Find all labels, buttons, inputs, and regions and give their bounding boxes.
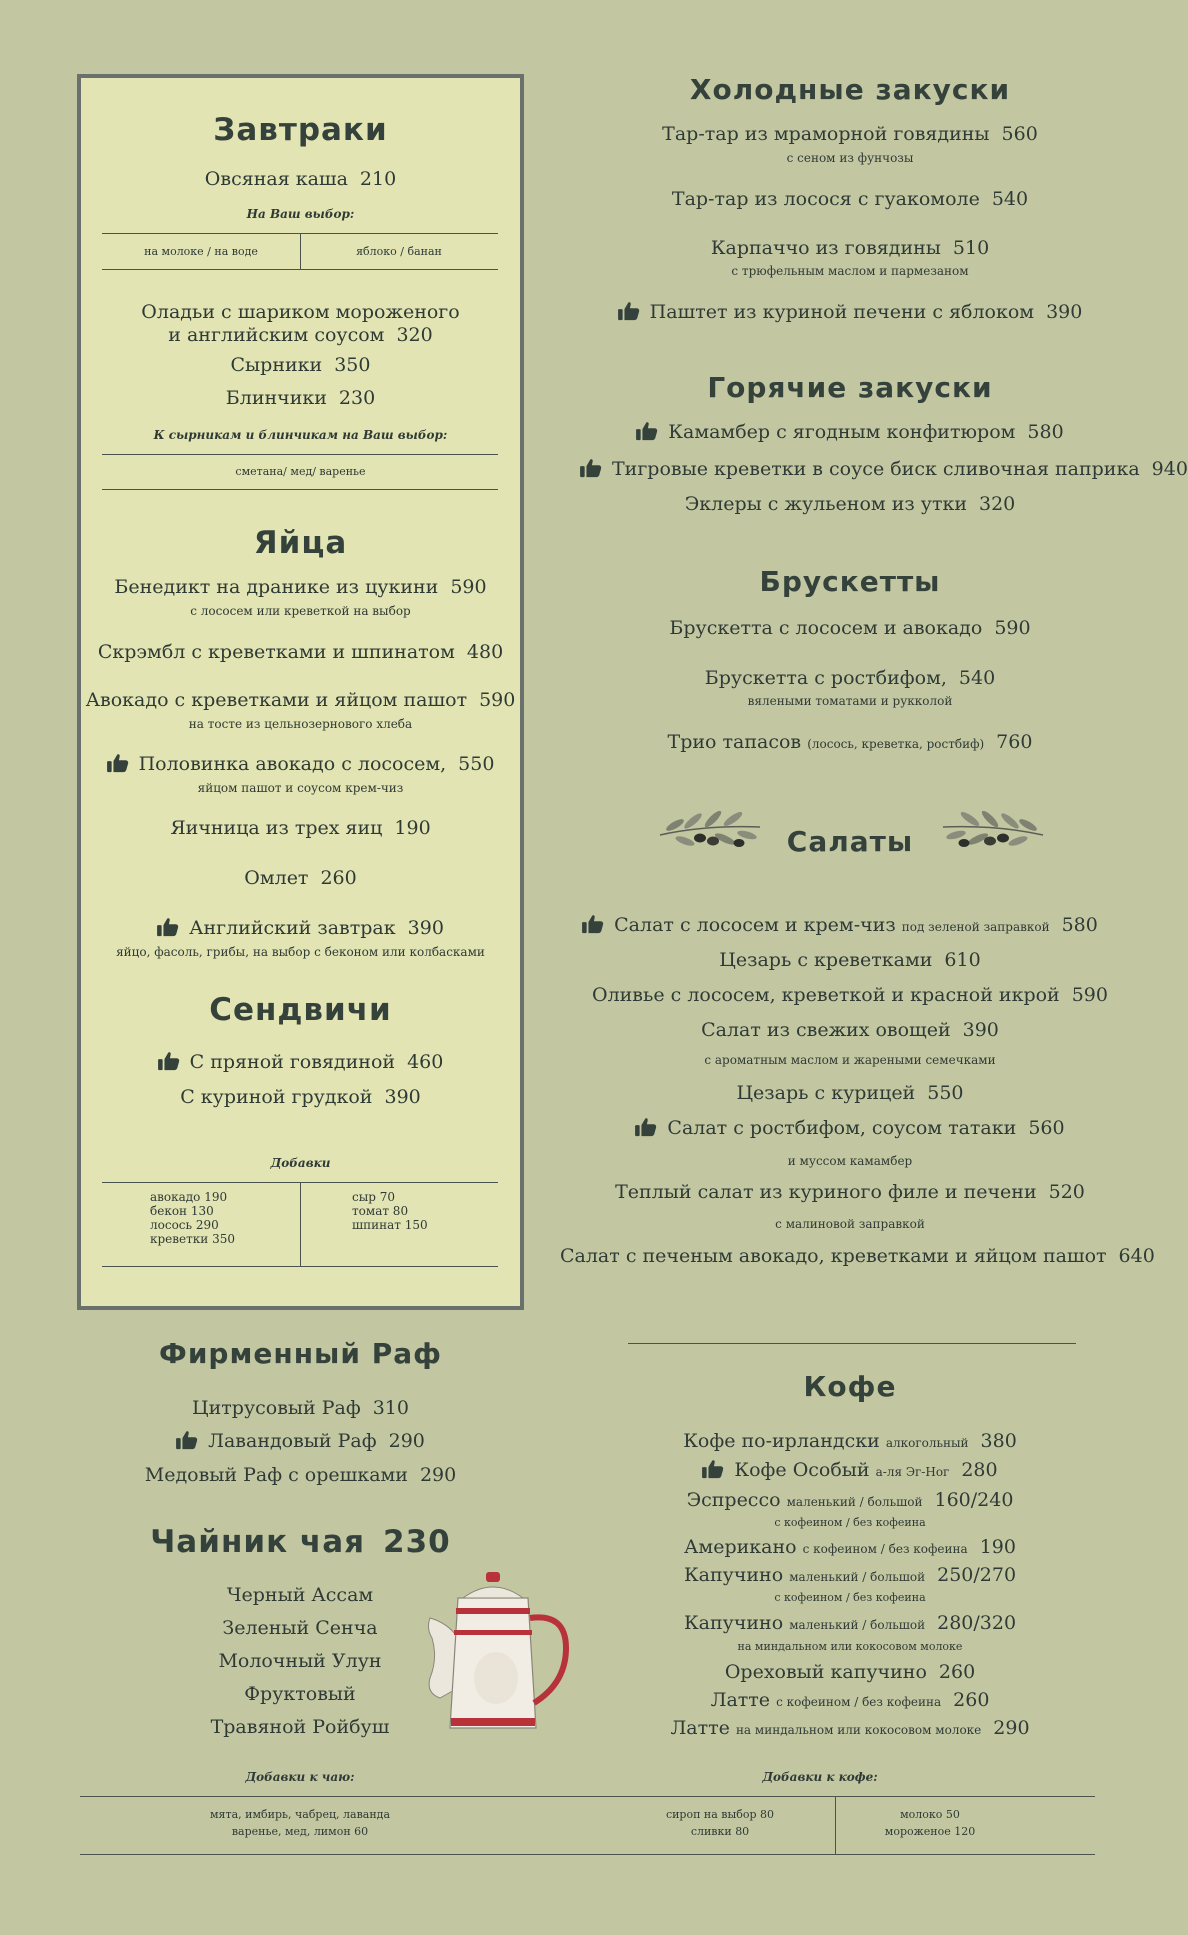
menu-item-desc: с ароматным маслом и жареными семечками (704, 1053, 996, 1067)
menu-item-olivier: Оливье с лососем, креветкой и красной икрой 590 (592, 984, 1108, 1006)
menu-item-nut-cappuccino: Ореховый капучино 260 (724, 1661, 976, 1683)
menu-item-pancakes-line2: и английским соусом 320 (168, 324, 433, 346)
menu-item-pancakes-line1: Оладьи с шариком мороженого (141, 301, 460, 323)
addons-right-list: сыр 70 томат 80 шпинат 150 (352, 1190, 428, 1232)
menu-item-desc: и муссом камамбер (787, 1154, 913, 1168)
choice-left: на молоке / на воде (144, 245, 258, 258)
menu-item-benedict: Бенедикт на дранике из цукини 590 (114, 576, 487, 598)
tea-addons-title: Добавки к чаю: (245, 1770, 355, 1784)
menu-item-desc: яйцом пашот и соусом крем-чиз (197, 781, 404, 795)
menu-item-desc: с лососем или креветкой на выбор (190, 604, 411, 618)
thumbs-up-icon (702, 1459, 724, 1479)
menu-item-desc: на тосте из цельнозернового хлеба (188, 717, 413, 731)
menu-item-prawns: Тигровые креветки в соусе биск сливочная паприка 940 (580, 458, 1120, 480)
salads-title: Салаты (786, 825, 914, 858)
menu-item-syrniki: Сырники 350 (230, 354, 371, 376)
cold-title: Холодные закуски (689, 73, 1011, 106)
thumbs-up-icon (157, 917, 179, 937)
menu-item-desc: на миндальном или кокосовом молоке (737, 1640, 963, 1653)
menu-item-half-avocado: Половинка авокадо с лососем, 550 (77, 753, 524, 775)
menu-item-raf-citrus: Цитрусовый Раф 310 (192, 1397, 409, 1419)
bruschetta-title: Брускетты (759, 565, 941, 598)
menu-item-roastbeef-salad: Салат с ростбифом, соусом татаки 560 (600, 1117, 1100, 1139)
raf-title: Фирменный Раф (159, 1337, 442, 1370)
coffee-addons-col2-line1: молоко 50 (900, 1808, 960, 1821)
thumbs-up-icon (158, 1051, 180, 1071)
coffee-addons-col2-line2: мороженое 120 (884, 1825, 976, 1838)
menu-item-salmon-tartar: Тар-тар из лосося с гуакомоле 540 (671, 188, 1029, 210)
coffee-addons-title: Добавки к кофе: (762, 1770, 878, 1784)
teapot-icon (418, 1568, 578, 1740)
menu-item-bruschetta-roastbeef: Брускетта с ростбифом, 540 (704, 667, 996, 689)
thumbs-up-icon (636, 421, 658, 441)
thumbs-up-icon (618, 301, 640, 321)
toppings: сметана/ мед/ варенье (235, 465, 366, 478)
tea-item: Фруктовый (244, 1683, 356, 1705)
menu-item-special-coffee: Кофе Особый а-ля Эг-Ног 280 (600, 1459, 1100, 1481)
tea-item: Травяной Ройбуш (210, 1716, 390, 1738)
thumbs-up-icon (107, 753, 129, 773)
menu-item-desc: вялеными томатами и рукколой (747, 694, 953, 708)
thumbs-up-icon (582, 914, 604, 934)
menu-item-pate: Паштет из куриной печени с яблоком 390 (600, 301, 1100, 323)
thumbs-up-icon (635, 1117, 657, 1137)
menu-item-desc: с кофеином / без кофеина (774, 1591, 926, 1604)
tea-item: Зеленый Сенча (222, 1617, 378, 1639)
menu-item-cappuccino-plant: Капучино маленький / большой 280/320 (683, 1612, 1017, 1634)
menu-item-carpaccio: Карпаччо из говядины 510 (710, 237, 990, 259)
tea-title: Чайник чая 230 (150, 1524, 451, 1560)
menu-item-americano: Американо с кофеином / без кофеина 190 (684, 1536, 1016, 1558)
menu-item-espresso: Эспрессо маленький / большой 160/240 (686, 1489, 1014, 1511)
tea-addons-line2: варенье, мед, лимон 60 (231, 1825, 369, 1838)
menu-item-avocado-salad: Салат с печеным авокадо, креветками и яйцом пашот 640 (560, 1245, 1155, 1267)
menu-item-bruschetta-salmon: Брускетта с лососем и авокадо 590 (669, 617, 1031, 639)
tea-addons-line1: мята, имбирь, чабрец, лаванда (209, 1808, 391, 1821)
coffee-title: Кофе (803, 1370, 897, 1403)
sandwiches-title: Сендвичи (209, 992, 392, 1028)
menu-item-eclairs: Эклеры с жульеном из утки 320 (684, 493, 1016, 515)
menu-item-desc: с кофеином / без кофеина (774, 1516, 926, 1529)
addons-left-list: авокадо 190 бекон 130 лосось 290 креветки 350 (150, 1190, 235, 1246)
thumbs-up-icon (580, 458, 602, 478)
olive-branch-icon (938, 805, 1048, 855)
choice-right: яблоко / банан (356, 245, 442, 258)
tea-item: Молочный Улун (218, 1650, 382, 1672)
thumbs-up-icon (176, 1430, 198, 1450)
menu-item-desc: с трюфельным маслом и пармезаном (731, 264, 969, 278)
menu-item-beef-tartar: Тар-тар из мраморной говядины 560 (662, 123, 1038, 145)
menu-item-fried-eggs: Яичница из трех яиц 190 (170, 817, 431, 839)
menu-item-chicken-sandwich: С куриной грудкой 390 (180, 1086, 421, 1108)
menu-item-caesar-chicken: Цезарь с курицей 550 (736, 1082, 964, 1104)
addons-title: Добавки (270, 1156, 331, 1170)
menu-item-raf-lavender: Лавандовый Раф 290 (77, 1430, 524, 1452)
coffee-addons-col1-line1: сироп на выбор 80 (665, 1808, 775, 1821)
menu-item-warm-salad: Теплый салат из куриного филе и печени 520 (615, 1181, 1085, 1203)
menu-item-avocado-shrimp: Авокадо с креветками и яйцом пашот 590 (85, 689, 516, 711)
tea-item: Черный Ассам (226, 1584, 374, 1606)
toppings-note: К сырникам и блинчикам на Ваш выбор: (153, 428, 448, 442)
menu-item-cappuccino: Капучино маленький / большой 250/270 (683, 1564, 1017, 1586)
menu-item-salmon-salad: Салат с лососем и крем-чиз под зеленой заправкой 580 (560, 914, 1120, 936)
choice-note: На Ваш выбор: (246, 207, 355, 221)
hot-title: Горячие закуски (707, 371, 993, 404)
menu-item-beef-sandwich: С пряной говядиной 460 (77, 1051, 524, 1073)
menu-item-caesar-shrimp: Цезарь с креветками 610 (719, 949, 981, 971)
menu-item-raf-honey: Медовый Раф с орешками 290 (144, 1464, 457, 1486)
olive-branch-icon (655, 805, 765, 855)
menu-item-latte-plant: Латте на миндальном или кокосовом молоке 290 (670, 1717, 1030, 1739)
menu-item-desc: с сеном из фунчозы (786, 151, 914, 165)
menu-item-desc: яйцо, фасоль, грибы, на выбор с беконом или колбасками (116, 945, 485, 959)
menu-item-english-breakfast: Английский завтрак 390 (77, 917, 524, 939)
menu-item-blinchiki: Блинчики 230 (225, 387, 376, 409)
menu-item-latte: Латте с кофеином / без кофеина 260 (710, 1689, 990, 1711)
menu-item-desc: с малиновой заправкой (775, 1217, 925, 1231)
breakfast-title: Завтраки (213, 112, 388, 148)
menu-item-irish-coffee: Кофе по-ирландски алкогольный 380 (683, 1430, 1017, 1452)
menu-item-camembert: Камамбер с ягодным конфитюром 580 (600, 421, 1100, 443)
menu-item-oatmeal: Овсяная каша 210 (204, 168, 397, 190)
menu-item-tapas: Трио тапасов (лосось, креветка, ростбиф) 760 (667, 731, 1033, 753)
menu-item-scramble: Скрэмбл с креветками и шпинатом 480 (97, 641, 504, 663)
menu-item-fresh-salad: Салат из свежих овощей 390 (701, 1019, 999, 1041)
coffee-addons-col1-line2: сливки 80 (690, 1825, 750, 1838)
menu-item-omelette: Омлет 260 (244, 867, 357, 889)
eggs-title: Яйца (253, 525, 348, 561)
